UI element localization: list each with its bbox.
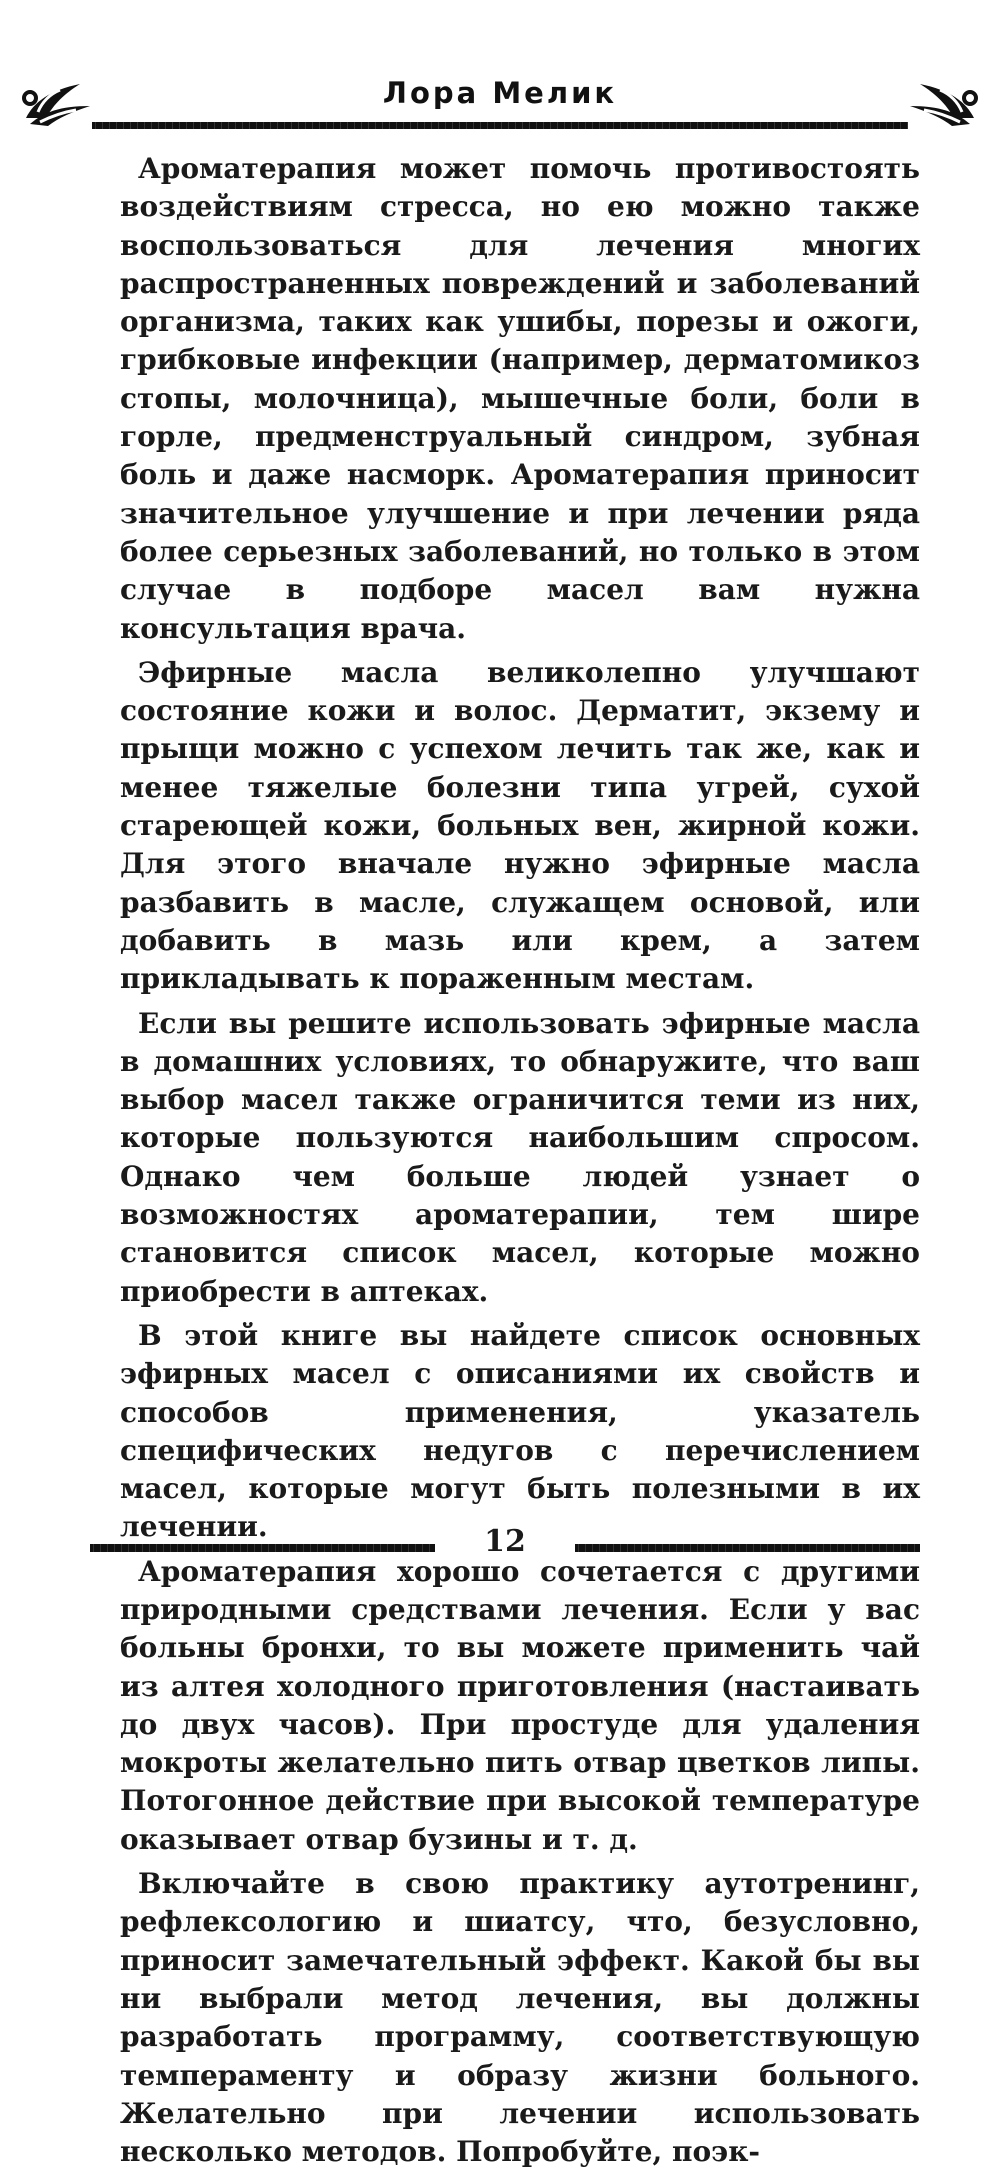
running-header: [20, 60, 980, 140]
header-rule: [92, 122, 908, 129]
footer-rule-left: [90, 1544, 435, 1552]
paragraph: Ароматерапия может помочь противостоять воздействиям стресса, но ею можно также воспользоваться для лечения многих распространенных повреждений и заболеваний организма, таких как ушибы, порезы и ожоги, грибковые инфекции (например, дерматомикоз стопы, молочница), мышечные боли, боли в горле, предменструальный синдром, зубная боль и даже насморк. Ароматерапия приносит значительное улучшение и при лечении ряда более серьезных заболеваний, но только в этом случае в подборе масел вам нужна консультация врача.: [120, 152, 920, 645]
paragraph: В этой книге вы найдете список основных эфирных масел с описаниями их свойств и способов применения, указатель специфических недугов с перечислением масел, которые могут быть полезными в их лечении.: [120, 1318, 920, 1544]
paragraph: Ароматерапия хорошо сочетается с другими природными средствами лечения. Если у вас больны бронхи, то вы можете применить чай из алтея холодного приготовления (настаивать до двух часов). При простуде для удаления мокроты желательно пить отвар цветков липы. Потогонное действие при высокой температуре оказывает отвар бузины и т. д.: [120, 1554, 920, 1856]
author-name: Лора Мелик: [382, 76, 618, 110]
body-text: [120, 150, 920, 2171]
paragraph: Включайте в свою практику аутотренинг, рефлексологию и шиатсу, что, безусловно, приносит замечательный эффект. Какой бы вы ни выбрали метод лечения, вы должны разработать программу, соответствующую темпераменту и образу жизни больного. Желательно при лечении использовать несколько методов. Попробуйте, поэк-: [120, 1867, 920, 2169]
paragraph: Если вы решите использовать эфирные масла в домашних условиях, то обнаружите, что ваш выбор масел также ограничится теми из них, которые пользуются наибольшим спросом. Однако чем больше людей узнает о возможностях ароматерапии, тем шире становится список масел, которые можно приобрести в аптеках.: [120, 1006, 920, 1308]
paragraph: Эфирные масла великолепно улучшают состояние кожи и волос. Дерматит, экзему и прыщи можно с успехом лечить так же, как и менее тяжелые болезни типа угрей, сухой стареющей кожи, больных вен, жирной кожи. Для этого вначале нужно эфирные масла разбавить в масле, служащем основой, или добавить в мазь или крем, а затем прикладывать к пораженным местам.: [120, 655, 920, 996]
page-number: 12: [484, 1524, 526, 1559]
leaf-ornament-icon: [900, 72, 980, 132]
footer-rule-right: [575, 1544, 920, 1552]
page-footer: [90, 1520, 920, 1570]
